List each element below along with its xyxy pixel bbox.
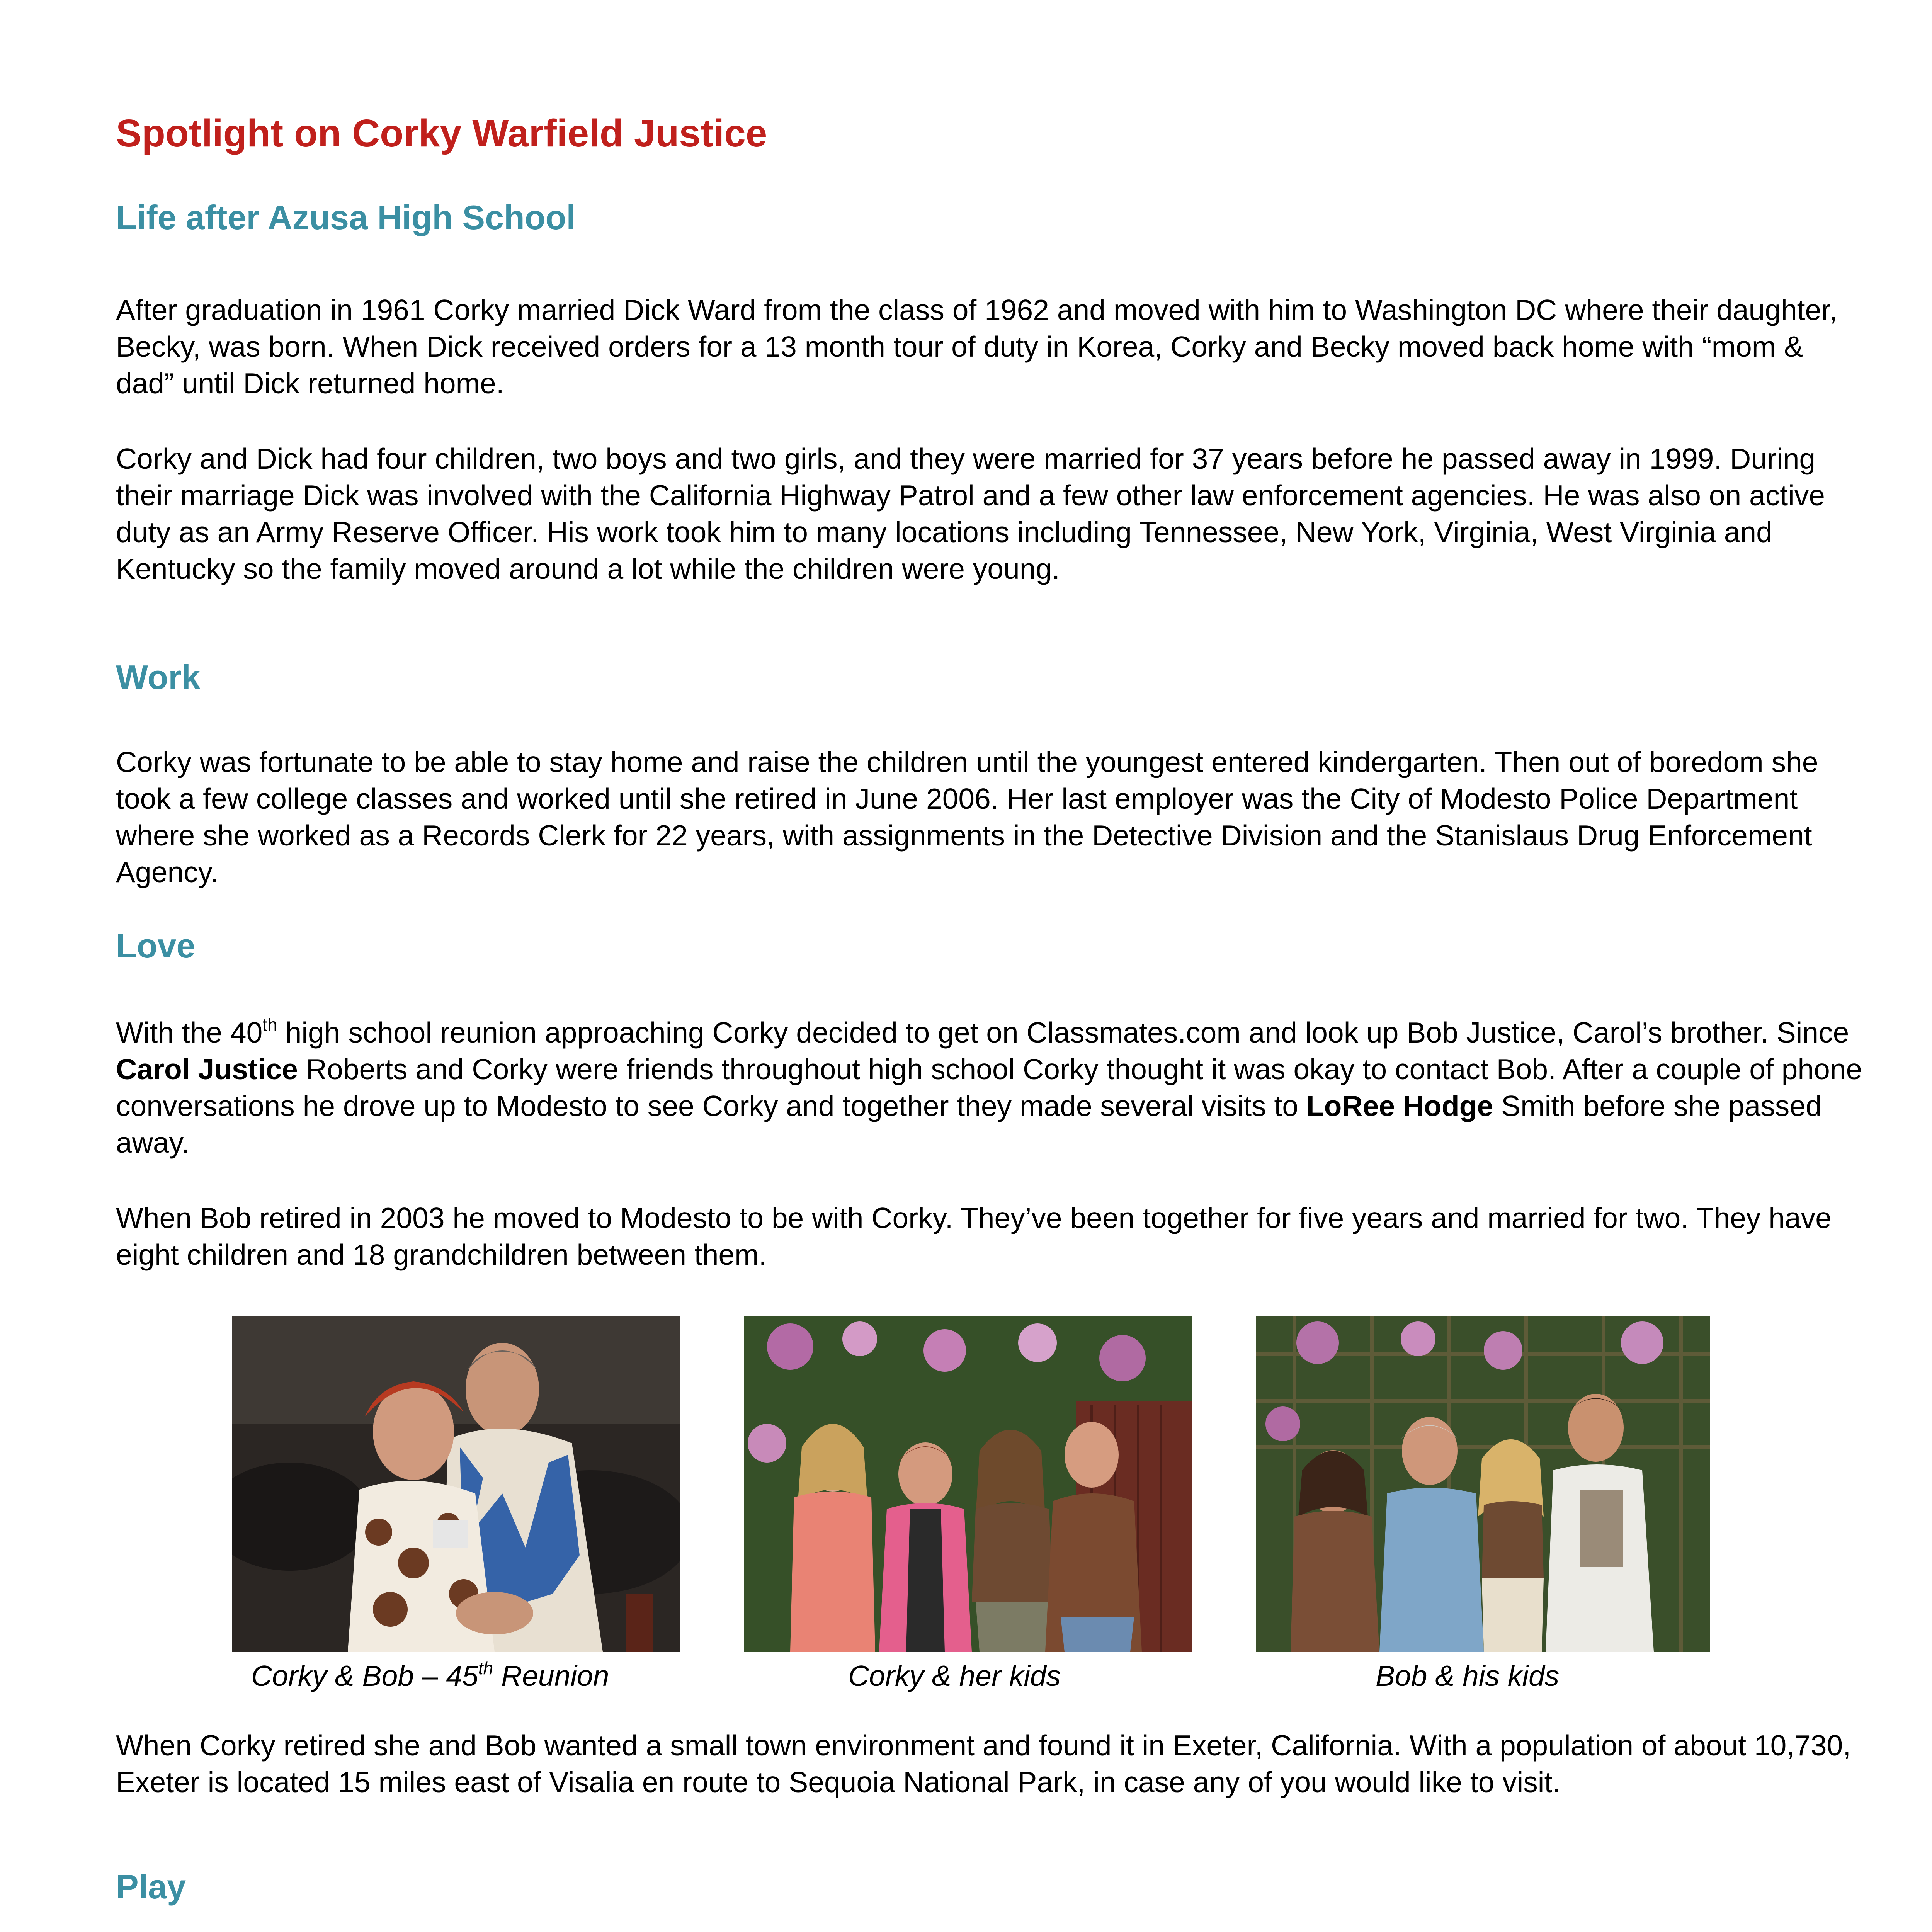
photo-corky-and-her-kids — [744, 1316, 1192, 1652]
photo-corky-and-her-kids-image — [744, 1316, 1192, 1652]
photo-corky-and-bob — [232, 1316, 680, 1652]
caption-corky-and-her-kids: Corky & her kids — [848, 1660, 1061, 1692]
photo-bob-and-his-kids-image — [1256, 1316, 1710, 1652]
love-p1-sup: th — [262, 1015, 277, 1035]
caption-bob-and-his-kids: Bob & his kids — [1376, 1660, 1560, 1692]
love-p1-text-b: high school reunion approaching Corky decided to get on Classmates.com and look up Bob Justice, Carol’s brother. Since — [277, 1016, 1849, 1049]
caption-corky-and-bob — [251, 1658, 609, 1694]
heading-work: Work — [116, 658, 201, 696]
caption1-sup: th — [478, 1658, 493, 1678]
loree-hodge-name: LoRee Hodge — [1306, 1090, 1493, 1122]
caption1-text-a: Corky & Bob – 45 — [251, 1660, 478, 1692]
photo-corky-and-bob-image — [232, 1316, 680, 1652]
love-p1-text-d: Smith before she passed away. — [116, 1090, 1822, 1159]
photo-bob-and-his-kids — [1256, 1316, 1710, 1652]
love-paragraph-3: When Corky retired she and Bob wanted a small town environment and found it in Exeter, California. With a population of about 10,730, Exeter is located 15 miles east of Visalia en route to Sequoia National Park, in case any of you would like to visit. — [116, 1729, 1851, 1798]
carol-justice-name: Carol Justice — [116, 1053, 298, 1085]
heading-life-after-azusa: Life after Azusa High School — [116, 198, 576, 236]
love-paragraph-1 — [116, 1014, 1866, 1161]
love-p1-text-c: Roberts and Corky were friends throughout high school Corky thought it was okay to contact Bob. After a couple of phone conversations he drove up to Modesto to see Corky and together they made several visits to — [116, 1053, 1862, 1122]
life-paragraph-1: After graduation in 1961 Corky married Dick Ward from the class of 1962 and moved with him to Washington DC where their daughter, Becky, was born. When Dick received orders for a 13 month tour of duty in Korea, Corky and Becky moved back home with “mom & dad” until Dick returned home. — [116, 294, 1837, 400]
caption1-text-b: Reunion — [493, 1660, 609, 1692]
page-title: Spotlight on Corky Warfield Justice — [116, 112, 767, 155]
life-paragraph-2: Corky and Dick had four children, two boys and two girls, and they were married for 37 years before he passed away in 1999. During their marriage Dick was involved with the California Highway Patrol and a few other law enforcement agencies. He was also on active duty as an Army Reserve Officer. His work took him to many locations including Tennessee, New York, Virginia, West Virginia and Kentucky so the family moved around a lot while the children were young. — [116, 442, 1825, 585]
love-p1-text-a: With the 40 — [116, 1016, 263, 1049]
heading-love: Love — [116, 927, 196, 965]
heading-play: Play — [116, 1867, 186, 1906]
work-paragraph-1: Corky was fortunate to be able to stay home and raise the children until the youngest entered kindergarten. Then out of boredom she took a few college classes and worked until she retired in June 2006. Her last employer was the City of Modesto Police Department where she worked as a Records Clerk for 22 years, with assignments in the Detective Division and the Stanislaus Drug Enforcement Agency. — [116, 746, 1818, 888]
love-paragraph-2: When Bob retired in 2003 he moved to Modesto to be with Corky. They’ve been together for five years and married for two. They have eight children and 18 grandchildren between them. — [116, 1202, 1832, 1271]
